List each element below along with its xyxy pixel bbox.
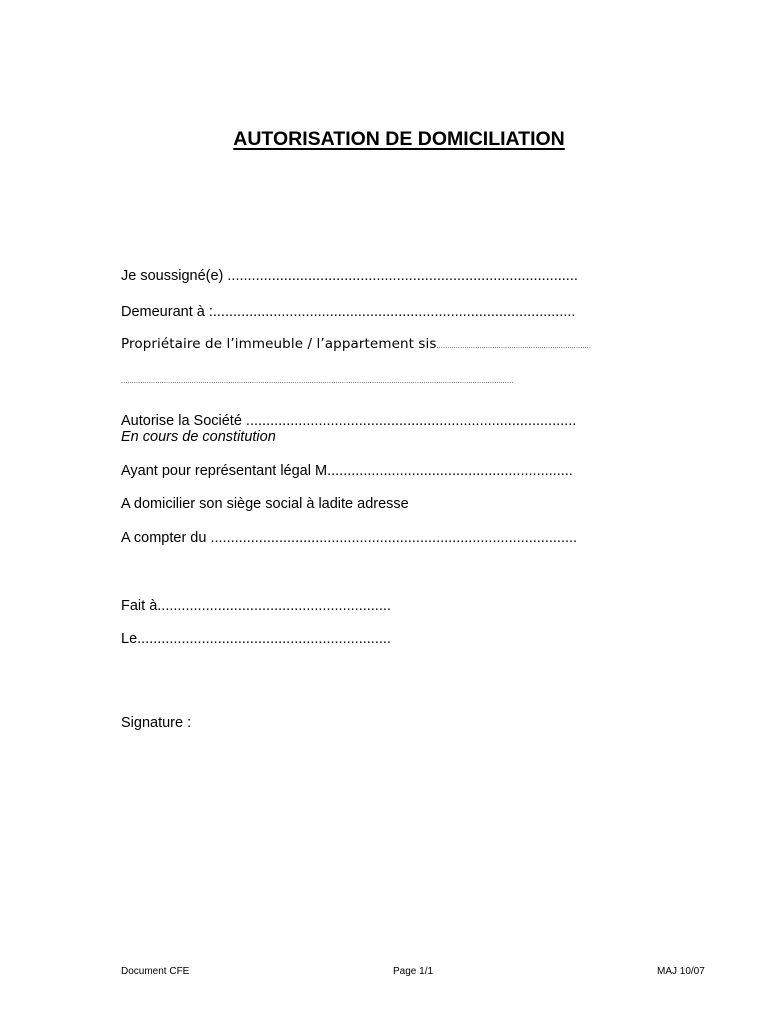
autorise-line: Autorise la Société ..................................................................................	[121, 413, 577, 429]
demeurant-line: Demeurant à :..........................................................................................	[121, 304, 576, 320]
soussigne-line: Je soussigné(e) .......................................................................................	[121, 268, 578, 284]
footer-center: Page 1/1	[393, 966, 434, 977]
footer-right: MAJ 10/07	[657, 966, 705, 977]
domicilier-line: A domicilier son siège social à ladite adresse	[121, 496, 409, 512]
compter-line: A compter du ...........................................................................................	[121, 530, 578, 546]
address-dots: .......................................................................................................................................................................................	[121, 378, 514, 385]
address-dots-line	[121, 370, 514, 391]
proprietaire-line	[121, 335, 591, 356]
le-line: Le...............................................................	[121, 631, 391, 647]
proprietaire-label: Propriétaire de l’immeuble / l’appartement sis	[121, 336, 437, 352]
page-title	[0, 127, 768, 151]
footer-left: Document CFE	[121, 966, 190, 977]
proprietaire-dots: ........................................................................	[436, 343, 591, 350]
representant-line: Ayant pour représentant légal M.............................................................	[121, 463, 573, 479]
fait-line: Fait à..........................................................	[121, 598, 391, 614]
signature-line: Signature :	[121, 715, 192, 731]
page-title-text: AUTORISATION DE DOMICILIATION	[233, 128, 565, 150]
en-cours-line: En cours de constitution	[121, 429, 276, 445]
